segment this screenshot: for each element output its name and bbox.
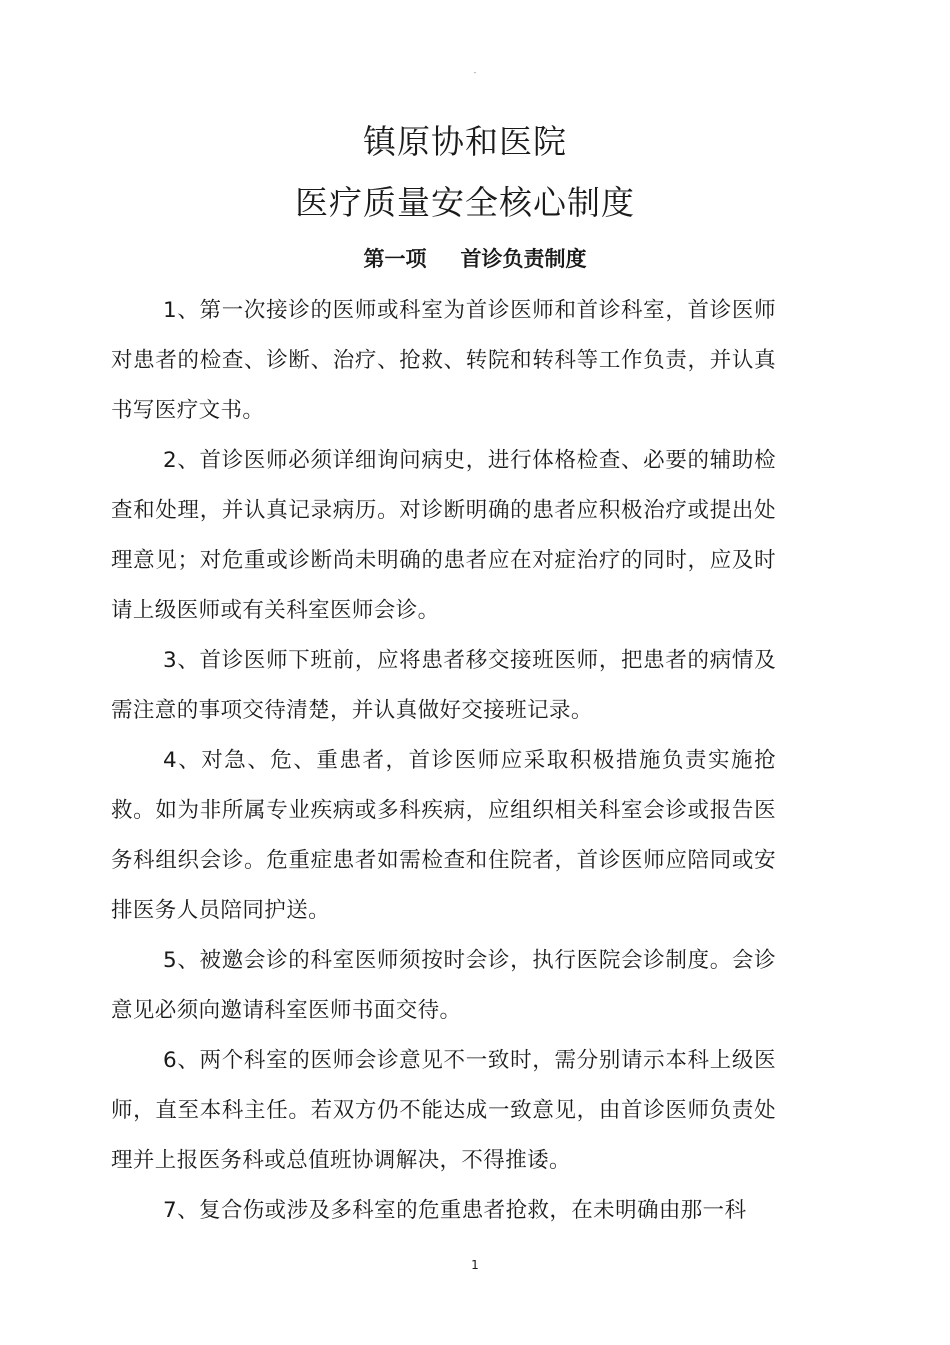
document-subtitle: 医疗质量安全核心制度 <box>295 183 635 222</box>
paragraph-3: 3、首诊医师下班前，应将患者移交接班医师，把患者的病情及需注意的事项交待清楚，并认真做好交接班记录。 <box>111 648 776 723</box>
paragraph-1: 1、第一次接诊的医师或科室为首诊医师和首诊科室，首诊医师对患者的检查、诊断、治疗、抢救、转院和转科等工作负责，并认真书写医疗文书。 <box>111 298 776 423</box>
section-heading <box>0 244 950 274</box>
header-mark: - <box>473 68 477 77</box>
section-number: 第一项 <box>363 247 427 271</box>
section-name: 首诊负责制度 <box>460 247 587 271</box>
page-number: 1 <box>471 1258 479 1272</box>
document-body <box>111 286 776 1236</box>
paragraph-2: 2、首诊医师必须详细询问病史，进行体格检查、必要的辅助检查和处理，并认真记录病历。对诊断明确的患者应积极治疗或提出处理意见；对危重或诊断尚未明确的患者应在对症治疗的同时，应及时请上级医师或有关科室医师会诊。 <box>111 448 776 623</box>
paragraph-5: 5、被邀会诊的科室医师须按时会诊，执行医院会诊制度。会诊意见必须向邀请科室医师书面交待。 <box>111 948 776 1023</box>
paragraph-7: 7、复合伤或涉及多科室的危重患者抢救，在未明确由那一科 <box>163 1198 747 1223</box>
document-title: 镇原协和医院 <box>363 122 567 161</box>
paragraph-6: 6、两个科室的医师会诊意见不一致时，需分别请示本科上级医师，直至本科主任。若双方仍不能达成一致意见，由首诊医师负责处理并上报医务科或总值班协调解决，不得推诿。 <box>111 1048 776 1173</box>
paragraph-4: 4、对急、危、重患者，首诊医师应采取积极措施负责实施抢救。如为非所属专业疾病或多科疾病，应组织相关科室会诊或报告医务科组织会诊。危重症患者如需检查和住院者，首诊医师应陪同或安排医务人员陪同护送。 <box>111 748 776 923</box>
